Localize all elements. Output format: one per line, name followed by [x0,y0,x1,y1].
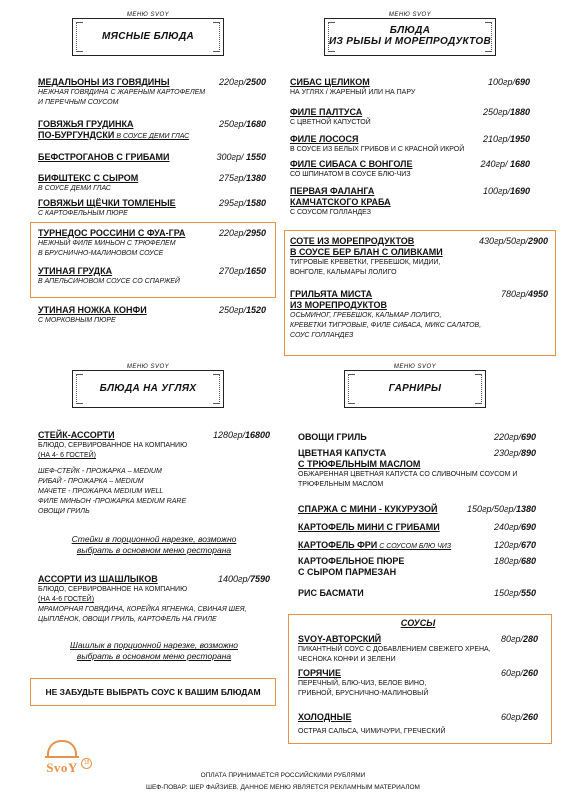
item-price: 150гр/50гр/1380 [467,504,536,514]
item-price: 1280гр/16800 [213,430,270,440]
item-description: МАЧЕТЕ - ПРОЖАРКА MEDIUM WELL [38,488,164,495]
item-description: ПЕРЕЧНЫЙ, БЛЮ-ЧИЗ, БЕЛОЕ ВИНО, [298,680,427,687]
menu-item [38,430,270,517]
item-description: ГРИБНОЙ, БРУСНИЧНО-МАЛИНОВЫЙ [298,690,429,697]
menu-caption: МЕНЮ SVOY [386,12,434,18]
item-name: С ТРЮФЕЛЬНЫМ МАСЛОМ [298,459,421,469]
menu-item [38,198,266,219]
item-price: 210гр/1950 [483,134,530,144]
item-name: БИФШТЕКС С СЫРОМ [38,173,139,183]
item-name: ФИЛЕ ЛОСОСЯ [290,134,359,144]
item-description: В БРУСНИЧНО-МАЛИНОВОМ СОУСЕ [38,250,164,257]
item-price: 80гр/280 [501,634,538,644]
item-price: 430гр/50гр/2900 [479,236,548,246]
item-description: МРАМОРНАЯ ГОВЯДИНА, КОРЕЙКА ЯГНЕНКА, СВИНАЯ ШЕЯ, [38,606,247,613]
item-price: 230гр/890 [494,448,536,458]
item-description: НА УГЛЯХ / ЖАРЕНЫЙ ИЛИ НА ПАРУ [290,89,416,96]
item-name: МЕДАЛЬОНЫ ИЗ ГОВЯДИНЫ [38,77,170,87]
cloche-base [45,756,79,758]
note-text: выбрать в основном меню ресторана [76,651,232,661]
item-description: ОВОЩИ ГРИЛЬ [38,508,90,515]
logo-wordmark: SvoY [46,760,78,775]
note-text: Стейки в порционной нарезке, возможно [71,534,237,544]
section-title: МЯСНЫЕ БЛЮДА [101,31,195,42]
item-price: 60гр/260 [501,668,538,678]
item-description: С КАРТОФЕЛЬНЫМ ПЮРЕ [38,210,128,217]
section-header-grill [72,364,224,408]
item-description: ЦЫПЛЁНОК, ОВОЩИ ГРИЛЬ, КАРТОФЕЛЬ НА ГРИЛЕ [38,616,217,623]
steak-note [38,534,270,556]
item-name: КАМЧАТСКОГО КРАБА [290,197,391,207]
menu-caption: МЕНЮ SVOY [124,364,172,370]
item-name: ГОРЯЧИЕ [298,668,342,678]
item-description: С ЦВЕТНОЙ КАПУСТОЙ [290,119,371,126]
item-description: В СОУСЕ ДЕМИ ГЛАС [38,185,111,192]
sauces-section [298,618,538,735]
section-title: БЛЮДА НА УГЛЯХ [99,383,197,394]
item-description: ШЕФ-СТЕЙК - ПРОЖАРКА – MEDIUM [38,468,162,475]
item-price: 250гр/1680 [219,119,266,129]
item-price: 240гр/690 [494,522,536,532]
item-description: ТИГРОВЫЕ КРЕВЕТКИ, ГРЕБЕШОК, МИДИИ, [290,259,441,266]
item-name: УТИНАЯ НОЖКА КОНФИ [38,305,147,315]
menu-item [298,522,536,533]
item-name: ХОЛОДНЫЕ [298,712,352,722]
item-price: 300гр/ 1550 [216,152,266,162]
menu-item [298,556,536,578]
item-description: НЕЖНАЯ ГОВЯДИНА С ЖАРЕНЫМ КАРТОФЕЛЕМ [38,89,206,96]
menu-item [38,228,266,259]
item-description: ВОНГОЛЕ, КАЛЬМАРЫ ЛОЛИГО [290,269,397,276]
item-name: ОВОЩИ ГРИЛЬ [298,432,367,442]
section-header-fish [324,12,496,56]
item-description: В СОУСЕ ИЗ БЕЛЫХ ГРИБОВ И С КРАСНОЙ ИКРОЙ [290,146,465,153]
item-description: СО ШПИНАТОМ В СОУСЕ БЛЮ-ЧИЗ [290,171,411,178]
item-description: В СОУСЕ ДЕМИ ГЛАС [114,133,190,140]
menu-item [298,712,538,737]
item-description: ФИЛЕ МИНЬОН -ПРОЖАРКА MEDIUM RARE [38,498,187,505]
item-name: СИБАС ЦЕЛИКОМ [290,77,370,87]
menu-item [298,588,536,599]
item-name: СОТЕ ИЗ МОРЕПРОДУКТОВ [290,236,415,246]
item-name: ПО-БУРГУНДСКИ [38,130,115,140]
menu-item [290,236,548,278]
item-name: ЦВЕТНАЯ КАПУСТА [298,448,387,458]
footer-payment: ОПЛАТА ПРИНИМАЕТСЯ РОССИЙСКИМИ РУБЛЯМИ [200,772,366,779]
item-name: РИС БАСМАТИ [298,588,364,598]
section-header-sides [344,364,486,408]
item-name: SVOY-АВТОРСКИЙ [298,634,382,644]
item-name: БЕФСТРОГАНОВ С ГРИБАМИ [38,152,170,162]
section-subtitle: ИЗ РЫБЫ И МОРЕПРОДУКТОВ [329,36,491,47]
menu-item [298,448,536,490]
menu-item [290,107,530,128]
kebab-note [38,640,270,662]
item-name: СТЕЙК-АССОРТИ [38,430,115,440]
menu-item [298,668,538,699]
item-description: НЕЖНЫЙ ФИЛЕ МИНЬОН С ТРЮФЕЛЕМ [38,240,176,247]
item-description: БЛЮДО, СЕРВИРОВАННОЕ НА КОМПАНИЮ [38,586,188,593]
menu-item [38,77,266,108]
item-description: ОСЬМИНОГ, ГРЕБЕШОК, КАЛЬМАР ЛОЛИГО, [290,312,442,319]
item-price: 150гр/550 [494,588,536,598]
menu-item [38,152,266,163]
item-price: 240гр/ 1680 [480,159,530,169]
menu-item [38,305,266,326]
item-price: 270гр/1650 [219,266,266,276]
menu-item [290,289,548,341]
item-name: ФИЛЕ ПАЛТУСА [290,107,363,117]
menu-item [298,432,536,443]
item-description: С СОУСОМ БЛЮ ЧИЗ [377,543,452,550]
item-price: 250гр/1520 [219,305,266,315]
item-price: 780гр/4950 [501,289,548,299]
menu-item [38,266,266,287]
item-name: КАРТОФЕЛЬНОЕ ПЮРЕ [298,556,405,566]
item-name: ГОВЯЖЬИ ЩЁЧКИ ТОМЛЕНЫЕ [38,198,176,208]
section-title: ГАРНИРЫ [388,383,442,394]
sauce-reminder: НЕ ЗАБУДЬТЕ ВЫБРАТЬ СОУС К ВАШИМ БЛЮДАМ [45,687,261,697]
menu-item [290,186,530,218]
menu-item [38,574,270,625]
item-price: 1400гр/7590 [218,574,270,584]
item-price: 60гр/260 [501,712,538,722]
item-name: СПАРЖА С МИНИ - КУКУРУЗОЙ [298,504,438,514]
item-name: С СЫРОМ ПАРМЕЗАН [298,567,397,577]
item-name: ГОВЯЖЬЯ ГРУДИНКА [38,119,134,129]
item-price: 120гр/670 [494,540,536,550]
note-text: Шашлык в порционной нарезке, возможно [70,640,238,650]
sauce-reminder-box [30,678,276,706]
item-name: В СОУСЕ БЕР БЛАН С ОЛИВКАМИ [290,247,443,257]
item-price: 100гр/1690 [483,186,530,196]
item-price: 220гр/2950 [219,228,266,238]
section-header-meat [72,12,224,56]
item-description: ТРЮФЕЛЬНЫМ МАСЛОМ [298,481,384,488]
item-name: ИЗ МОРЕПРОДУКТОВ [290,300,387,310]
section-title: БЛЮДА [389,25,431,36]
item-description: ОСТРАЯ САЛЬСА, ЧИМИЧУРИ, ГРЕЧЕСКИЙ [298,728,446,735]
item-name: УТИНАЯ ГРУДКА [38,266,113,276]
item-price: 220гр/2500 [219,77,266,87]
item-description: СОУС ГОЛЛАНДЕЗ [290,332,354,339]
item-name: КАРТОФЕЛЬ МИНИ С ГРИБАМИ [298,522,440,532]
menu-item [298,634,538,665]
item-description: И ПЕРЕЧНЫМ СОУСОМ [38,99,119,106]
menu-item [38,173,266,194]
item-description: (НА 4- 6 ГОСТЕЙ) [38,452,96,459]
item-description: БЛЮДО, СЕРВИРОВАННОЕ НА КОМПАНИЮ [38,442,188,449]
cloche-icon [47,740,77,756]
item-name: ГРИЛЬЯТА МИСТА [290,289,373,299]
sauces-title: СОУСЫ [400,618,436,628]
item-description: РИБАЙ - ПРОЖАРКА – MEDIUM [38,478,144,485]
note-text: выбрать в основном меню ресторана [76,545,232,555]
menu-caption: МЕНЮ SVOY [124,12,172,18]
menu-caption: МЕНЮ SVOY [391,364,439,370]
item-name: КАРТОФЕЛЬ ФРИ [298,540,378,550]
item-description: (НА 4-6 ГОСТЕЙ) [38,596,95,603]
footer-chef: ШЕФ-ПОВАР: ШЕР ФАЙЗИЕВ. ДАННОЕ МЕНЮ ЯВЛЯЕТСЯ РЕКЛАМНЫМ МАТЕРИАЛОМ [146,784,420,791]
item-price: 180гр/680 [494,556,536,566]
menu-item [298,504,536,515]
item-price: 100гр/690 [488,77,530,87]
item-name: АССОРТИ ИЗ ШАШЛЫКОВ [38,574,158,584]
item-description: В АПЕЛЬСИНОВОМ СОУСЕ СО СПАРЖЕЙ [38,278,180,285]
menu-item [290,77,530,98]
item-price: 275гр/1380 [219,173,266,183]
item-price: 295гр/1580 [219,198,266,208]
item-name: ФИЛЕ СИБАСА С ВОНГОЛЕ [290,159,413,169]
svoy-logo [38,740,90,776]
age-badge: 18 [81,758,92,769]
item-description: КРЕВЕТКИ ТИГРОВЫЕ, ФИЛЕ СИБАСА, МИКС САЛАТОВ, [290,322,482,329]
menu-item [290,159,530,180]
menu-item [290,134,530,155]
item-description: ОБЖАРЕННАЯ ЦВЕТНАЯ КАПУСТА СО СЛИВОЧНЫМ СОУСОМ И [298,471,518,478]
menu-item [38,119,266,142]
item-price: 220гр/690 [494,432,536,442]
item-name: ПЕРВАЯ ФАЛАНГА [290,186,375,196]
item-price: 250гр/1880 [483,107,530,117]
item-name: ТУРНЕДОС РОССИНИ С ФУА-ГРА [38,228,186,238]
item-description: С СОУСОМ ГОЛЛАНДЕЗ [290,209,371,216]
menu-item [298,540,536,552]
item-description: ЧЕСНОКА КОНФИ И ЗЕЛЕНИ [298,656,396,663]
item-description: ПИКАНТНЫЙ СОУС С ДОБАВЛЕНИЕМ СВЕЖЕГО ХРЕНА, [298,646,491,653]
item-description: С МОРКОВНЫМ ПЮРЕ [38,317,116,324]
